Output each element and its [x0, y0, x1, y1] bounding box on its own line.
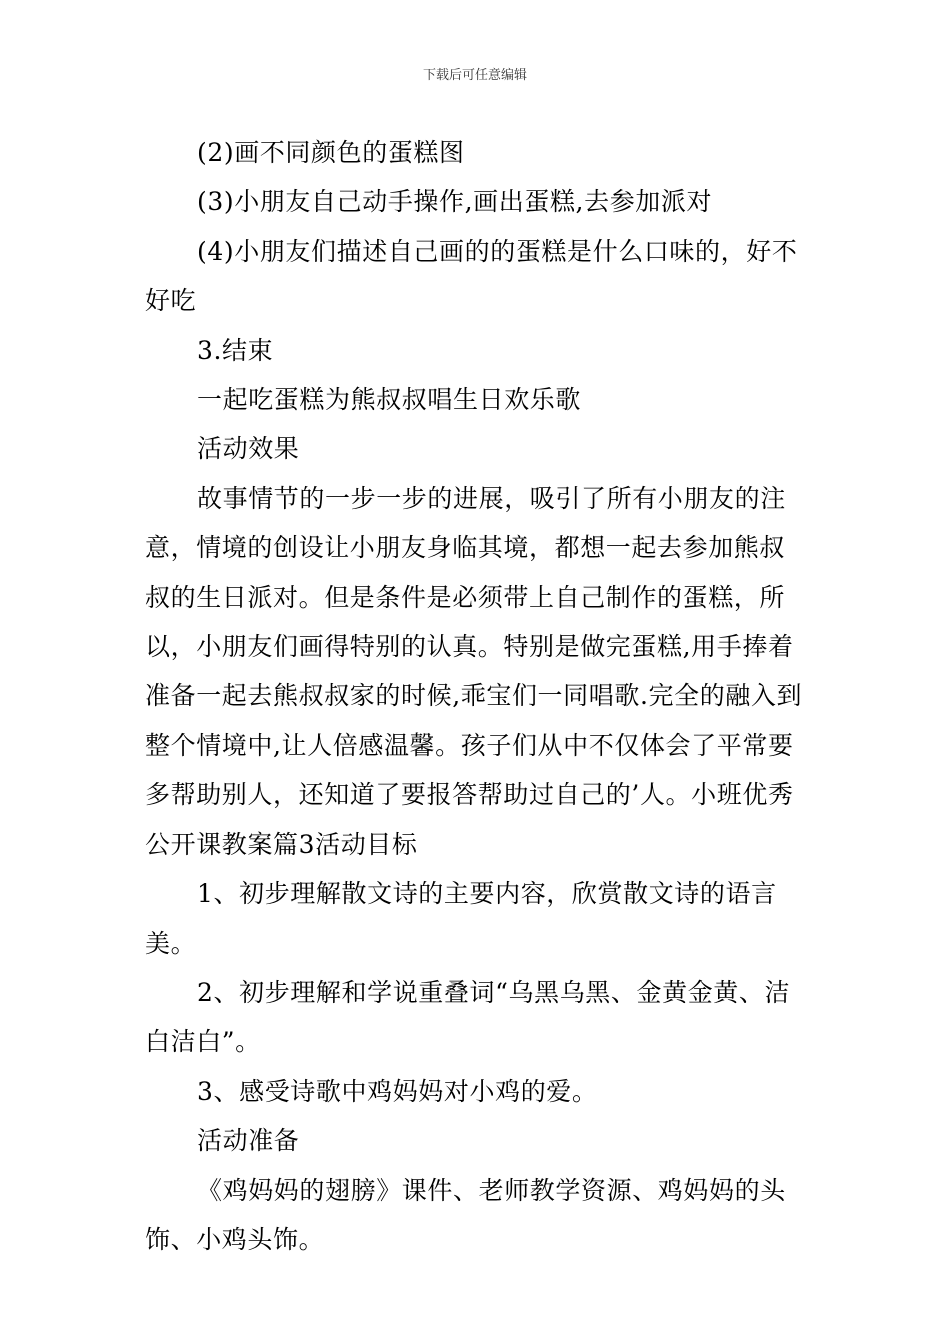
step-3: (3)小朋友自己动手操作,画出蛋糕,去参加派对 [197, 187, 713, 217]
document-body [145, 128, 810, 1264]
effect-heading: 活动效果 [197, 434, 300, 464]
prep-heading: 活动准备 [197, 1126, 300, 1156]
step-2: (2)画不同颜色的蛋糕图 [197, 138, 465, 167]
step-4: (4)小朋友们描述自己画的的蛋糕是什么口味的，好不好吃 [145, 236, 798, 316]
page-header: 下载后可任意编辑 [422, 68, 527, 83]
effect-text: 故事情节的一步一步的进展，吸引了所有小朋友的注意，情境的创设让小朋友身临其境，都想一起去参加熊叔叔的生日派对。但是条件是必须带上自己制作的蛋糕，所以，小朋友们画得特别的认真。特别是做完蛋糕,用手捧着准备一起去熊叔叔家的时候,乖宝们一同唱歌.完全的融入到整个情境中,让人倍感温馨。孩子们从中不仅体会了平常要多帮助别人，还知道了要报答帮助过自己的’人。小班优秀公开课教案篇3活动目标 [145, 483, 803, 859]
prep-text: 《鸡妈妈的翅膀》课件、老师教学资源、鸡妈妈的头饰、小鸡头饰。 [145, 1175, 786, 1254]
goal-3: 3、感受诗歌中鸡妈妈对小鸡的爱。 [197, 1076, 598, 1106]
end-text: 一起吃蛋糕为熊叔叔唱生日欢乐歌 [197, 385, 582, 415]
goal-1: 1、初步理解散文诗的主要内容，欣赏散文诗的语言美。 [145, 879, 777, 958]
goal-2: 2、初步理解和学说重叠词“乌黑乌黑、金黄金黄、洁白洁白”。 [145, 977, 791, 1057]
section-end-heading: 3.结束 [197, 335, 274, 365]
